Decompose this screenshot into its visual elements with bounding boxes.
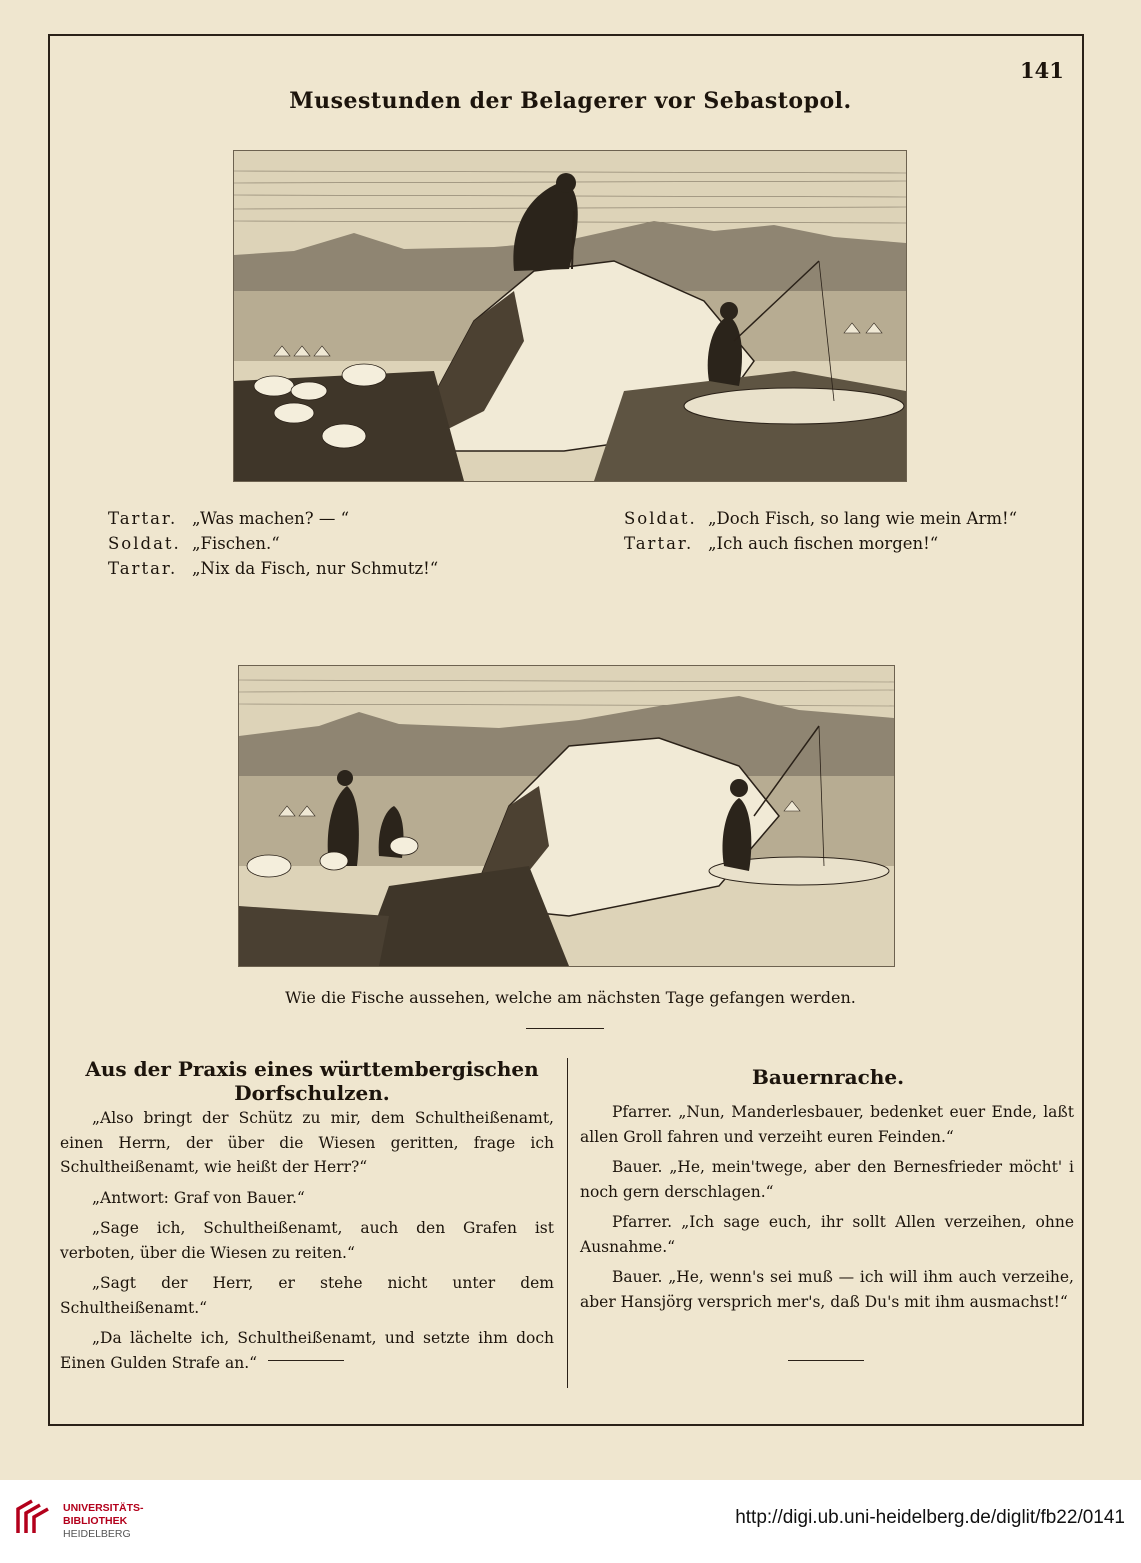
speaker-name: Tartar. [108, 509, 178, 528]
paragraph: „Sage ich, Schultheißenamt, auch den Grafen ist verboten, über die Wiesen zu reiten.“ [60, 1219, 554, 1262]
library-city: HEIDELBERG [63, 1528, 131, 1540]
dialogue-line [108, 531, 438, 556]
dialogue-left [108, 506, 438, 581]
left-end-rule [268, 1360, 344, 1361]
speech-text: „Ich auch fischen morgen!“ [708, 534, 939, 553]
paragraph: „Also bringt der Schütz zu mir, dem Schultheißenamt, einen Herrn, der über die Wiesen geritten, frage ich Schultheißenamt, wie heißt der Herr?“ [60, 1109, 554, 1176]
speaker-name: Soldat. [624, 509, 697, 528]
paragraph: Pfarrer. „Ich sage euch, ihr sollt Allen verzeihen, ohne Ausnahme.“ [580, 1213, 1074, 1256]
page-number: 141 [1020, 58, 1064, 83]
library-logo-icon [10, 1495, 56, 1541]
illustration-caption: Wie die Fische aussehen, welche am nächsten Tage gefangen werden. [285, 988, 856, 1007]
speech-text: „Nix da Fisch, nur Schmutz!“ [192, 559, 439, 578]
section-divider [526, 1028, 604, 1029]
speaker-name: Tartar. [624, 534, 694, 553]
paragraph: „Antwort: Graf von Bauer.“ [92, 1188, 305, 1207]
right-end-rule [788, 1360, 864, 1361]
illustration-tartar-and-soldier [233, 150, 907, 482]
paragraph: Bauer. „He, wenn's sei muß — ich will ihm auch verzeihe, aber Hansjörg versprich mer's, daß Du's mit ihm ausmachst!“ [580, 1268, 1074, 1311]
speech-text: „Doch Fisch, so lang wie mein Arm!“ [708, 509, 1018, 528]
library-name-line: UNIVERSITÄTS- [63, 1502, 144, 1514]
library-name [63, 1502, 144, 1541]
illustration-fisherman [238, 665, 895, 967]
speech-text: „Fischen.“ [192, 534, 280, 553]
paragraph: Bauer. „He, mein'twege, aber den Bernesfrieder möcht' i noch gern derschlagen.“ [580, 1158, 1074, 1201]
left-column-text [60, 1106, 554, 1381]
engraving-scene-1 [234, 151, 906, 481]
left-column-title: Aus der Praxis eines württembergischen Dorfschulzen. [85, 1057, 539, 1105]
speaker-name: Soldat. [108, 534, 181, 553]
speaker-name: Tartar. [108, 559, 178, 578]
dialogue-line [108, 506, 438, 531]
paragraph: Pfarrer. „Nun, Manderlesbauer, bedenket euer Ende, laßt allen Groll fahren und verzeiht euren Feinden.“ [580, 1103, 1074, 1146]
speech-text: „Was machen? — “ [192, 509, 350, 528]
dialogue-right [624, 506, 1017, 556]
dialogue-line [624, 506, 1017, 531]
paragraph: „Sagt der Herr, er stehe nicht unter dem Schultheißenamt.“ [60, 1274, 554, 1317]
page-title: Musestunden der Belagerer vor Sebastopol. [289, 88, 852, 114]
right-column-text [580, 1100, 1074, 1320]
digital-library-footer [0, 1480, 1141, 1563]
right-column-title: Bauernrache. [751, 1065, 905, 1089]
library-name-line: BIBLIOTHEK [63, 1515, 128, 1527]
engraving-scene-2 [239, 666, 894, 966]
column-divider [567, 1058, 568, 1388]
permalink[interactable]: http://digi.ub.uni-heidelberg.de/diglit/fb22/0141 [735, 1507, 1125, 1528]
dialogue-line [108, 556, 438, 581]
dialogue-line [624, 531, 1017, 556]
paragraph: „Da lächelte ich, Schultheißenamt, und setzte ihm doch Einen Gulden Strafe an.“ [60, 1329, 554, 1372]
